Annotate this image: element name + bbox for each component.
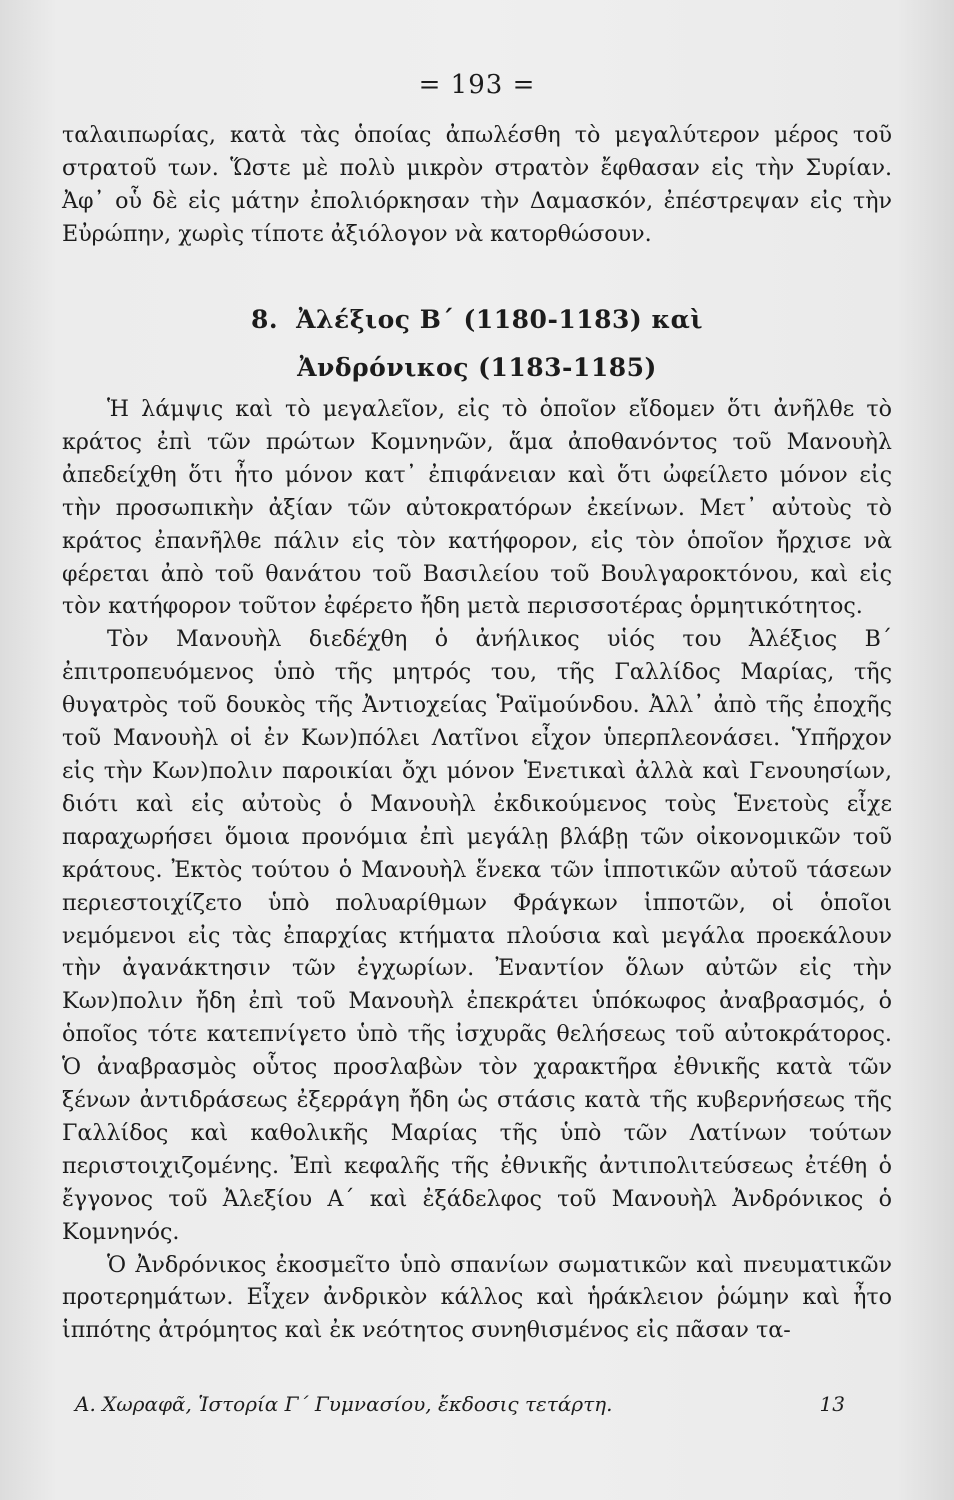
section-title-line-2: Ἀνδρόνικος (1183-1185) bbox=[297, 353, 657, 382]
paragraph-3: Ὁ Ἀνδρόνικος ἐκοσμεῖτο ὑπὸ σπανίων σωματικῶν καὶ πνευματικῶν προτερημάτων. Εἶχεν ἀνδρικὸν κάλλος καὶ ἡράκλειον ῥώμην καὶ ἦτο ἱππότης ἀτρόμητος καὶ ἐκ νεότητος συνηθισμένος εἰς πᾶσαν τα- bbox=[62, 1251, 892, 1344]
footer-source: Α. Χωραφᾶ, Ἱστορία Γ΄ Γυμνασίου, ἔκδοσις τετάρτη. bbox=[75, 1392, 613, 1416]
main-text-block bbox=[62, 393, 892, 1347]
paragraph-1: Ἡ λάμψις καὶ τὸ μεγαλεῖον, εἰς τὸ ὁποῖον εἴδομεν ὅτι ἀνῆλθε τὸ κράτος ἐπὶ τῶν πρώτων Κομνηνῶν, ἅμα ἀποθανόντος τοῦ Μανουὴλ ἀπεδείχθη ὅτι ἦτο μόνον κατ᾽ ἐπιφάνειαν καὶ ὅτι ὠφείλετο μόνον εἰς τὴν προσωπικὴν ἀξίαν τῶν αὐτοκρατόρων ἐκείνων. Μετ᾽ αὐτοὺς τὸ κράτος ἐπανῆλθε πάλιν εἰς τὸν κατήφορον, εἰς τὸν ὁποῖον ἤρχισε νὰ φέρεται ἀπὸ τοῦ θανάτου τοῦ Βασιλείου τοῦ Βουλγαροκτόνου, καὶ εἰς τὸν κατήφορον τοῦτον ἐφέρετο ἤδη μετὰ περισσοτέρας ὁρμητικότητος. bbox=[62, 396, 892, 620]
section-number: 8. bbox=[250, 305, 279, 334]
page-number: = 193 = bbox=[418, 70, 536, 100]
footer-signature-number: 13 bbox=[819, 1392, 845, 1416]
section-title-line-1: Ἀλέξιος Β΄ (1180-1183) καὶ bbox=[296, 305, 704, 334]
section-heading bbox=[0, 296, 954, 392]
intro-paragraph: ταλαιπωρίας, κατὰ τὰς ὁποίας ἀπωλέσθη τὸ μεγαλύτερον μέρος τοῦ στρατοῦ των. Ὥστε μὲ πολὺ μικρὸν στρατὸν ἔφθασαν εἰς τὴν Συρίαν. Ἀφ᾽ οὗ δὲ εἰς μάτην ἐπολιόρκησαν τὴν Δαμασκόν, ἐπέστρεψαν εἰς τὴν Εὐρώπην, χωρὶς τίποτε ἀξιόλογον νὰ κατορθώσουν. bbox=[62, 122, 892, 247]
section-heading-line-1 bbox=[0, 296, 954, 344]
intro-text-block bbox=[62, 119, 892, 251]
paragraph-2: Τὸν Μανουὴλ διεδέχθη ὁ ἀνήλικος υἱός του Ἀλέξιος Β΄ ἐπιτροπευόμενος ὑπὸ τῆς μητρός του, τῆς Γαλλίδος Μαρίας, τῆς θυγατρὸς τοῦ δουκὸς τῆς Ἀντιοχείας Ῥαϊμούνδου. Ἀλλ᾽ ἀπὸ τῆς ἐποχῆς τοῦ Μανουὴλ οἱ ἐν Κων)πόλει Λατῖνοι εἶχον ὑπερπλεονάσει. Ὑπῆρχον εἰς τὴν Κων)πολιν παροικίαι ὄχι μόνον Ἑνετικαὶ ἀλλὰ καὶ Γενουησίων, διότι καὶ εἰς αὐτοὺς ὁ Μανουὴλ ἐκδικούμενος τοὺς Ἑνετοὺς εἶχε παραχωρήσει ὅμοια προνόμια ἐπὶ μεγάλῃ βλάβῃ τῶν οἰκονομικῶν τοῦ κράτους. Ἐκτὸς τούτου ὁ Μανουὴλ ἕνεκα τῶν ἱπποτικῶν αὐτοῦ τάσεων περιεστοιχίζετο ὑπὸ πολυαρίθμων Φράγκων ἱπποτῶν, οἱ ὁποῖοι νεμόμενοι εἰς τὰς ἐπαρχίας κτήματα πλούσια καὶ μεγάλα προεκάλουν τὴν ἀγανάκτησιν τῶν ἐγχωρίων. Ἐναντίον ὅλων αὐτῶν εἰς τὴν Κων)πολιν ἤδη ἐπὶ τοῦ Μανουὴλ ἐπεκράτει ὑπόκωφος ἀναβρασμός, ὁ ὁποῖος τότε κατεπνίγετο ὑπὸ τῆς ἰσχυρᾶς θελήσεως τοῦ αὐτοκράτορος. Ὁ ἀναβρασμὸς οὗτος προσλαβὼν τὸν χαρακτῆρα ἐθνικῆς κατὰ τῶν ξένων ἀντιδράσεως ἐξερράγη ἤδη ὡς στάσις κατὰ τῆς κυβερνήσεως τῆς Γαλλίδος καὶ καθολικῆς Μαρίας τῆς ὑπὸ τῶν Λατίνων τούτων περιστοιχιζομένης. Ἐπὶ κεφαλῆς τῆς ἐθνικῆς ἀντιπολιτεύσεως ἐτέθη ὁ ἔγγονος τοῦ Ἀλεξίου Α΄ καὶ ἐξάδελφος τοῦ Μανουὴλ Ἀνδρόνικος ὁ Κομνηνός. bbox=[62, 626, 892, 1245]
page-footer bbox=[75, 1389, 845, 1419]
